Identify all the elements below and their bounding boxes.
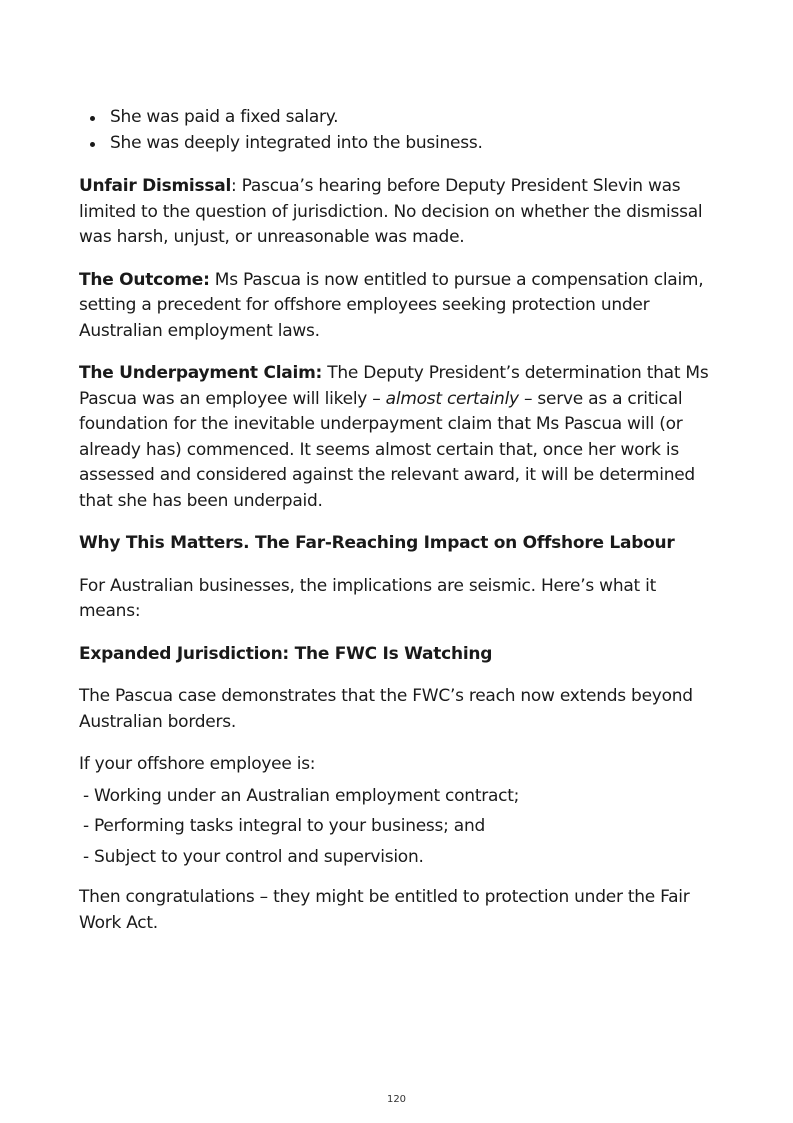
unfair-dismissal-text: : Pascua’s hearing before Deputy President Slevin was limited to the question of jurisdiction. No decision on whether the dismissal was harsh, unjust, or unreasonable was made. bbox=[79, 176, 703, 247]
bullet-item: She was deeply integrated into the business. bbox=[110, 131, 719, 157]
unfair-dismissal-label: Unfair Dismissal bbox=[79, 176, 232, 196]
conclusion-paragraph: Then congratulations – they might be entitled to protection under the Fair Work Act. bbox=[79, 887, 690, 933]
dash-list-item: - Working under an Australian employment contract; bbox=[83, 785, 520, 806]
outcome-label: The Outcome: bbox=[79, 269, 210, 290]
underpayment-paragraph bbox=[79, 361, 719, 514]
expanded-jurisdiction-heading: Expanded Jurisdiction: The FWC Is Watching bbox=[79, 643, 493, 664]
if-intro-paragraph: If your offshore employee is: bbox=[79, 754, 316, 774]
bullet-item: She was paid a fixed salary. bbox=[110, 105, 719, 131]
why-matters-heading: Why This Matters. The Far-Reaching Impact on Offshore Labour bbox=[79, 533, 675, 553]
underpayment-text-before: The Deputy President’s determination that Ms Pascua was an employee will likely – bbox=[79, 363, 709, 409]
underpayment-text-after: – serve as a critical foundation for the inevitable underpayment claim that Ms Pascua will (or already has) commenced. It seems almost certain that, once her work is assessed and considered against the relevant award, it will be determined that she has been underpaid. bbox=[79, 388, 695, 511]
bullet-list bbox=[79, 105, 719, 156]
outcome-paragraph bbox=[79, 268, 719, 345]
page-number: 120 bbox=[386, 1094, 407, 1105]
dash-list-item: - Performing tasks integral to your business; and bbox=[83, 816, 486, 836]
outcome-text: Ms Pascua is now entitled to pursue a compensation claim, setting a precedent for offshore employees seeking protection under Australian employment laws. bbox=[79, 269, 704, 341]
page-content bbox=[79, 105, 719, 936]
underpayment-emphasis: almost certainly bbox=[385, 388, 519, 409]
pascua-reach-paragraph: The Pascua case demonstrates that the FWC’s reach now extends beyond Australian borders. bbox=[79, 686, 693, 732]
unfair-dismissal-paragraph bbox=[79, 174, 719, 251]
underpayment-label: The Underpayment Claim: bbox=[79, 363, 323, 383]
dash-list-item: - Subject to your control and supervision. bbox=[83, 846, 424, 867]
implications-paragraph: For Australian businesses, the implications are seismic. Here’s what it means: bbox=[79, 575, 656, 621]
